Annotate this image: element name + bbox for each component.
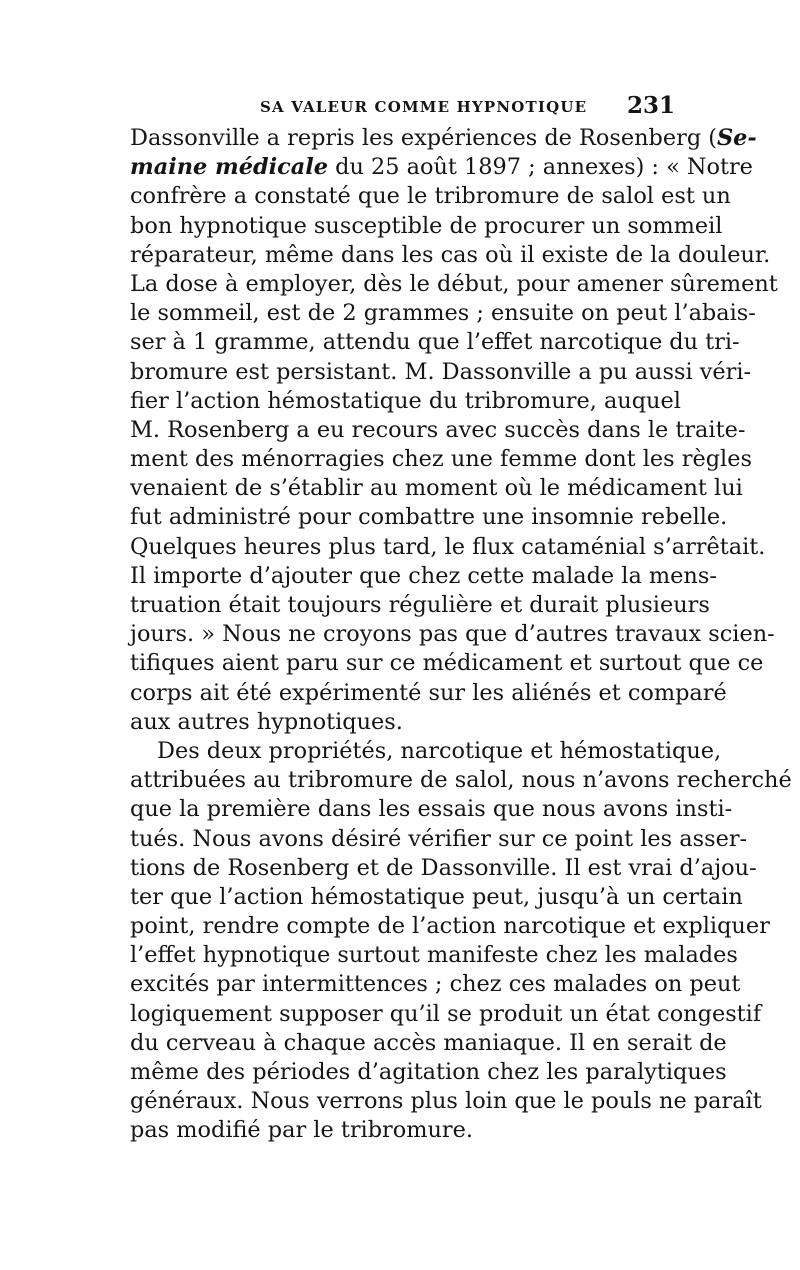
text-line: tions de Rosenberg et de Dassonville. Il est vrai d’ajou- — [130, 854, 757, 881]
text-line: point, rendre compte de l’action narcotique et expliquer — [130, 913, 770, 940]
text-line: venaient de s’établir au moment où le médicament lui — [130, 475, 743, 502]
text-line: Il importe d’ajouter que chez cette malade la mens- — [130, 562, 717, 589]
text-line: aux autres hypnotiques. — [130, 708, 403, 735]
running-head: SA VALEUR COMME HYPNOTIQUE — [260, 98, 588, 116]
text-line: bromure est persistant. M. Dassonville a pu aussi véri- — [130, 358, 752, 385]
text-line: confrère a constaté que le tribromure de salol est un — [130, 183, 731, 210]
page-number: 231 — [626, 92, 675, 119]
text-line: fier l’action hémostatique du tribromure, auquel — [130, 387, 681, 414]
text-line: tués. Nous avons désiré vérifier sur ce point les asser- — [130, 825, 748, 852]
text-line: du cerveau à chaque accès maniaque. Il en serait de — [130, 1029, 727, 1056]
text-line: ment des ménorragies chez une femme dont les règles — [130, 446, 752, 473]
text-line: bon hypnotique susceptible de procurer un sommeil — [130, 212, 723, 239]
text-line: l’effet hypnotique surtout manifeste chez les malades — [130, 942, 738, 969]
text-line: généraux. Nous verrons plus loin que le pouls ne paraît — [130, 1088, 762, 1115]
text-line: attribuées au tribromure de salol, nous n’avons recherché — [130, 767, 792, 794]
text-line: La dose à employer, dès le début, pour amener sûrement — [130, 270, 778, 297]
text-line: Des deux propriétés, narcotique et hémostatique, — [157, 737, 722, 764]
text-line: réparateur, même dans les cas où il existe de la douleur. — [130, 241, 771, 268]
text-line: fut administré pour combattre une insomnie rebelle. — [130, 504, 728, 531]
text-line: même des périodes d’agitation chez les paralytiques — [130, 1059, 727, 1085]
italic-title: Se- — [717, 125, 757, 151]
text-line: Quelques heures plus tard, le flux cataménial s’arrêtait. — [130, 533, 766, 560]
body-text — [130, 124, 792, 1146]
text-line: excités par intermittences ; chez ces malades on peut — [130, 971, 741, 998]
text-line: M. Rosenberg a eu recours avec succès dans le traite- — [130, 416, 746, 443]
text-line: corps ait été expérimenté sur les aliénés et comparé — [130, 679, 727, 706]
text-line: Dassonville a repris les expériences de Rosenberg (Se- — [130, 125, 757, 151]
text-line: pas modifié par le tribromure. — [130, 1117, 473, 1144]
text-line: jours. » Nous ne croyons pas que d’autres travaux scien- — [130, 621, 775, 648]
text-line: truation était toujours régulière et durait plusieurs — [130, 592, 710, 618]
italic-title: maine médicale — [130, 154, 329, 181]
text-line: maine médicale du 25 août 1897 ; annexes) : « Notre — [130, 154, 753, 181]
text-line: ter que l’action hémostatique peut, jusqu’à un certain — [130, 883, 743, 910]
text-line: logiquement supposer qu’il se produit un état congestif — [130, 1000, 762, 1027]
text-line: ser à 1 gramme, attendu que l’effet narcotique du tri- — [130, 329, 740, 356]
page-header — [130, 92, 675, 122]
text-line: tifiques aient paru sur ce médicament et surtout que ce — [130, 650, 764, 677]
text-line: que la première dans les essais que nous avons insti- — [130, 796, 733, 823]
text-line: le sommeil, est de 2 grammes ; ensuite on peut l’abais- — [130, 300, 756, 327]
